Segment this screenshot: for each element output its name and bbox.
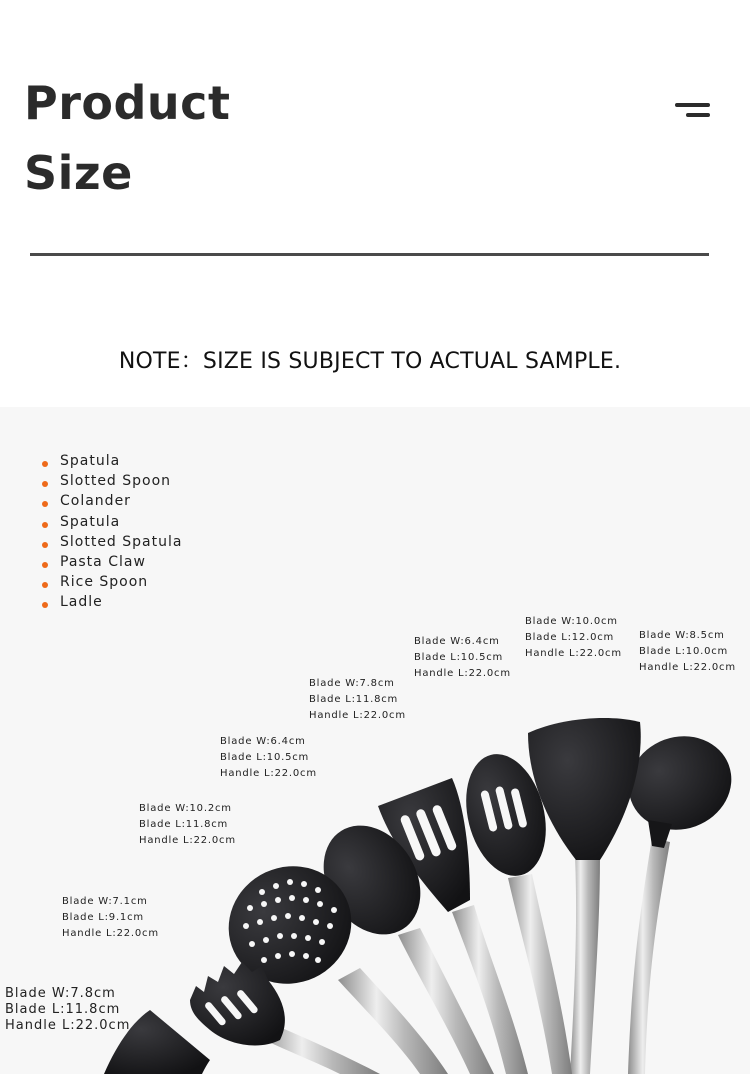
- menu-icon-bar-top: [675, 103, 710, 107]
- spec-blade-width: Blade W:7.8cm: [309, 678, 395, 689]
- list-item-label: Colander: [60, 493, 131, 510]
- spec-blade-length: Blade L:10.5cm: [220, 752, 310, 763]
- spec-blade-width: Blade W:6.4cm: [220, 736, 306, 747]
- menu-icon[interactable]: [672, 100, 712, 124]
- header-divider: [30, 253, 709, 256]
- list-item-label: Pasta Claw: [60, 553, 146, 570]
- spec-blade-width: Blade W:7.1cm: [62, 896, 148, 907]
- list-item-label: Ladle: [60, 594, 103, 611]
- list-item-label: Spatula: [60, 453, 121, 469]
- spec-blade-length: Blade L:10.5cm: [414, 652, 504, 663]
- spec-handle-length: Handle L:22.0cm: [309, 710, 406, 721]
- spec-blade-length: Blade L:12.0cm: [525, 632, 615, 643]
- spec-spatula: [5, 986, 130, 1034]
- list-item-label: Rice Spoon: [60, 574, 149, 591]
- spec-pasta-claw: [62, 894, 159, 942]
- bullet-icon: [42, 461, 48, 467]
- spec-handle-length: Handle L:22.0cm: [62, 928, 159, 939]
- spec-blade-width: Blade W:10.2cm: [139, 803, 232, 814]
- spec-blade-width: Blade W:7.8cm: [5, 986, 116, 1001]
- spec-handle-length: Handle L:22.0cm: [414, 668, 511, 679]
- spec-slotted-spoon: [414, 634, 511, 682]
- page-title-line-1: Product: [24, 76, 231, 130]
- spec-slotted-spatula: [309, 676, 406, 724]
- bullet-icon: [42, 542, 48, 548]
- spec-blade-width: Blade W:6.4cm: [414, 636, 500, 647]
- page-title-line-2: Size: [24, 146, 133, 200]
- spec-solid-spoon: [220, 734, 317, 782]
- spec-blade-width: Blade W:10.0cm: [525, 616, 618, 627]
- spec-colander: [139, 801, 236, 849]
- spec-blade-width: Blade W:8.5cm: [639, 630, 725, 641]
- bullet-icon: [42, 562, 48, 568]
- spec-handle-length: Handle L:22.0cm: [639, 662, 736, 673]
- spec-blade-length: Blade L:10.0cm: [639, 646, 729, 657]
- spec-handle-length: Handle L:22.0cm: [525, 648, 622, 659]
- spec-handle-length: Handle L:22.0cm: [5, 1018, 131, 1033]
- bullet-icon: [42, 522, 48, 528]
- spec-rice-spoon: [525, 614, 622, 662]
- spec-ladle: [639, 628, 736, 676]
- spec-blade-length: Blade L:11.8cm: [5, 1002, 121, 1017]
- list-item-label: Slotted Spoon: [60, 473, 172, 490]
- spec-blade-length: Blade L:9.1cm: [62, 912, 144, 923]
- list-item-label: Slotted Spatula: [60, 533, 183, 550]
- size-note: NOTE：SIZE IS SUBJECT TO ACTUAL SAMPLE.: [118, 349, 622, 374]
- spec-handle-length: Handle L:22.0cm: [139, 835, 236, 846]
- spec-handle-length: Handle L:22.0cm: [220, 768, 317, 779]
- spec-blade-length: Blade L:11.8cm: [309, 694, 399, 705]
- spec-blade-length: Blade L:11.8cm: [139, 819, 229, 830]
- list-item-label: Spatula: [60, 513, 121, 530]
- menu-icon-bar-bottom: [686, 113, 710, 117]
